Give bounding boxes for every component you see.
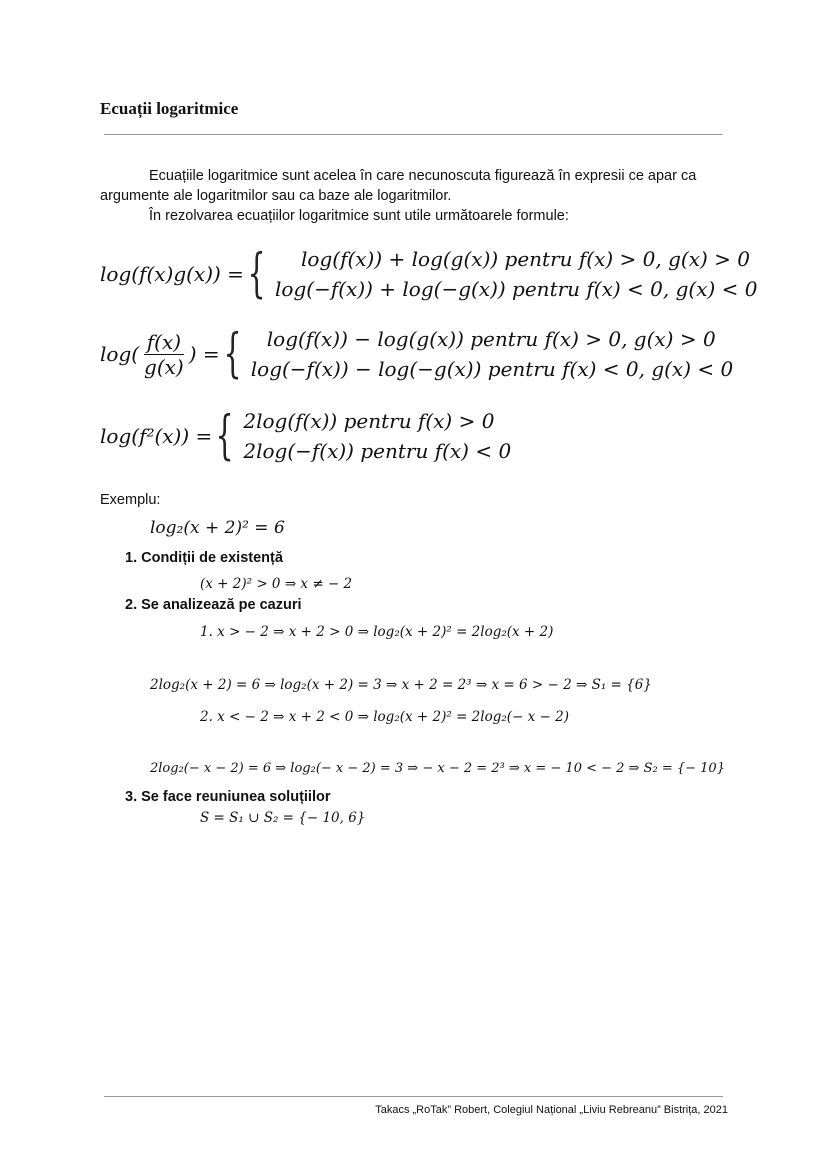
formula-square-lhs: log(f²(x)) = (100, 424, 213, 448)
intro-formulas-lead: În rezolvarea ecuațiilor logaritmice sunt utile următoarele formule: (149, 208, 569, 224)
fraction-numerator: f(x) (144, 330, 184, 355)
formula-product-case-positive: log(f(x)) + log(g(x)) pentru f(x) > 0, g(x) > 0 (301, 247, 750, 271)
intro-paragraph: Ecuațiile logaritmice sunt acelea în care necunoscuta figurează în expresii ce apar ca argumente ale logaritmilor sau ca baze ale logaritmilor. (100, 168, 697, 204)
formula-square (100, 406, 511, 466)
case-1-solution: 2log₂(x + 2) = 6 ⇒ log₂(x + 2) = 3 ⇒ x + 2 = 2³ ⇒ x = 6 > − 2 ⇒ S₁ = {6} (150, 677, 652, 693)
case-1-line: 1. x > − 2 ⇒ x + 2 > 0 ⇒ log₂(x + 2)² = 2log₂(x + 2) (200, 624, 554, 640)
left-brace-icon: { (215, 406, 234, 466)
case-2-solution: 2log₂(− x − 2) = 6 ⇒ log₂(− x − 2) = 3 ⇒ − x − 2 = 2³ ⇒ x = − 10 < − 2 ⇒ S₂ = {− 10} (150, 761, 725, 776)
formula-product-lhs: log(f(x)g(x)) = (100, 262, 244, 286)
step-1-title: 1. Condiții de existență (125, 550, 283, 566)
step-2-title: 2. Se analizează pe cazuri (125, 597, 302, 613)
formula-square-case-positive: 2log(f(x)) pentru f(x) > 0 (243, 409, 495, 433)
left-brace-icon: { (247, 244, 266, 304)
fraction-denominator: g(x) (144, 354, 184, 379)
formula-product-case-negative: log(−f(x)) + log(−g(x)) pentru f(x) < 0, g(x) < 0 (275, 277, 758, 301)
example-label: Exemplu: (100, 492, 161, 508)
footer-credit: Takacs „RoTak” Robert, Colegiul Național „Liviu Rebreanu” Bistrița, 2021 (375, 1104, 728, 1116)
step-3-union: S = S₁ ∪ S₂ = {− 10, 6} (200, 810, 366, 826)
formula-quotient-lhs-open: log( (100, 342, 140, 366)
example-equation: log₂(x + 2)² = 6 (150, 518, 285, 538)
formula-product (100, 244, 757, 304)
formula-square-case-negative: 2log(−f(x)) pentru f(x) < 0 (243, 439, 512, 463)
title-divider (104, 134, 723, 135)
step-1-condition: (x + 2)² > 0 ⇒ x ≠ − 2 (200, 576, 353, 592)
formula-quotient-lhs-close: ) = (188, 342, 220, 366)
page-title: Ecuații logaritmice (100, 99, 239, 118)
left-brace-icon: { (223, 324, 242, 384)
case-2-line: 2. x < − 2 ⇒ x + 2 < 0 ⇒ log₂(x + 2)² = 2log₂(− x − 2) (200, 709, 569, 725)
formula-quotient-case-negative: log(−f(x)) − log(−g(x)) pentru f(x) < 0, g(x) < 0 (250, 357, 734, 381)
formula-quotient-fraction (141, 330, 187, 379)
step-3-title: 3. Se face reuniunea soluțiilor (125, 789, 331, 805)
formula-quotient (100, 324, 733, 384)
formula-quotient-case-positive: log(f(x)) − log(g(x)) pentru f(x) > 0, g(x) > 0 (266, 327, 716, 351)
footer-divider (104, 1096, 723, 1097)
